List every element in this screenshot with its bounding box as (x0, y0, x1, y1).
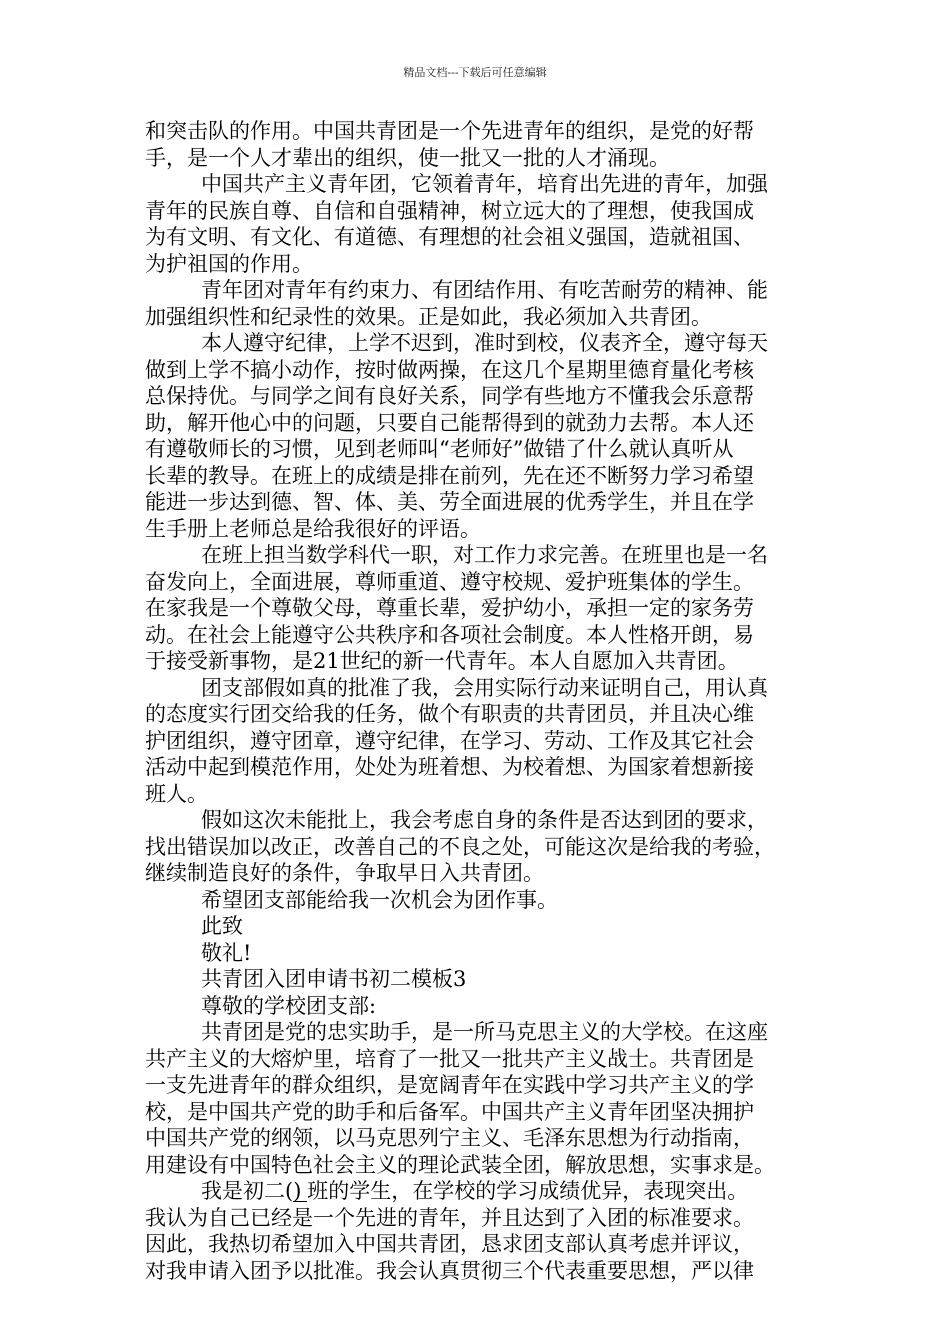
text-line: 因此，我热切希望加入中国共青团，恳求团支部认真考虑并评议， (145, 1232, 754, 1256)
blank-line-before: 我是初二( (201, 1179, 294, 1203)
text-line: 在家我是一个尊敬父母，尊重长辈，爱护幼小，承担一定的家务劳 (145, 596, 754, 620)
text-line: 为护祖国的作用。 (145, 251, 313, 276)
text-line: 共青团入团申请书初二模板3 (201, 967, 467, 991)
text-line: 和突击队的作用。中国共青团是一个先进青年的组织，是党的好帮 (145, 119, 754, 143)
text-line: 奋发向上，全面进展，尊师重道、遵守校规、爱护班集体的学生。 (145, 569, 754, 594)
blank-line-after: 班的学生，在学校的学习成绩优异，表现突出。 (307, 1179, 749, 1203)
text-line: 青年的民族自尊、自信和自强精神，树立远大的了理想，使我国成 (145, 198, 754, 223)
text-line: 用建设有中国特色社会主义的理论武装全团，解放思想，实事求是。 (145, 1152, 775, 1177)
text-line: 青年团对青年有约束力、有团结作用、有吃苦耐劳的精神、能 (201, 278, 768, 302)
text-line: 希望团支部能给我一次机会为团作事。 (201, 887, 558, 912)
text-line: 于接受新事物，是21世纪的新一代青年。本人自愿加入共青团。 (145, 649, 739, 673)
text-line: 动。在社会上能遵守公共秩序和各项社会制度。本人性格开朗，易 (145, 622, 754, 647)
fill-in-blank: ) (293, 1182, 307, 1202)
text-line: 假如这次未能批上，我会考虑自身的条件是否达到团的要求， (201, 808, 768, 832)
text-line: 对我申请入团予以批准。我会认真贯彻三个代表重要思想，严以律 (145, 1258, 754, 1283)
text-line: 尊敬的学校团支部: (201, 993, 377, 1018)
text-line: 班人。 (145, 781, 208, 806)
blank-fill-line (145, 1178, 809, 1205)
text-line: 中国共产主义青年团，它领着青年，培育出先进的青年，加强 (201, 172, 768, 196)
text-line: 有遵敬师长的习惯，见到老师叫“老师好”做错了什么就认真听从 (145, 437, 734, 461)
text-line: 此致 (201, 914, 243, 938)
text-line: 护团组织，遵守团章，遵守纪律，在学习、劳动、工作及其它社会 (145, 728, 754, 753)
text-line: 团支部假如真的批准了我，会用实际行动来证明自己，用认真 (201, 675, 768, 700)
document-body (145, 118, 809, 1284)
text-line: 长辈的教导。在班上的成绩是排在前列，先在还不断努力学习希望 (145, 463, 754, 488)
page-header: 精品文档---下载后可任意编辑 (403, 66, 547, 79)
text-line: 生手册上老师总是给我很好的评语。 (145, 516, 481, 541)
text-line: 继续制造良好的条件，争取早日入共青团。 (145, 861, 544, 885)
text-line: 做到上学不搞小动作，按时做两操，在这几个星期里德育量化考核 (145, 357, 754, 382)
text-line: 加强组织性和纪录性的效果。正是如此，我必须加入共青团。 (145, 304, 712, 329)
paragraph-group-b (145, 1205, 809, 1285)
text-line: 在班上担当数学科代一职，对工作力求完善。在班里也是一名 (201, 543, 768, 567)
text-line: 我认为自己已经是一个先进的青年，并且达到了入团的标准要求。 (145, 1205, 754, 1230)
text-line: 中国共产党的纲领，以马克思列宁主义、毛泽东思想为行动指南， (145, 1126, 754, 1150)
text-line: 活动中起到模范作用，处处为班着想、为校着想、为国家着想新接 (145, 755, 754, 779)
text-line: 的态度实行团交给我的任务，做个有职责的共青团员，并且决心维 (145, 702, 754, 726)
text-line: 校，是中国共产党的助手和后备军。中国共产主义青年团坚决拥护 (145, 1099, 754, 1124)
paragraph-group-a (145, 118, 809, 1178)
text-line: 一支先进青年的群众组织，是宽阔青年在实践中学习共产主义的学 (145, 1073, 754, 1097)
text-line: 手，是一个人才辈出的组织，使一批又一批的人才涌现。 (145, 145, 670, 170)
text-line: 共青团是党的忠实助手，是一所马克思主义的大学校。在这座 (201, 1020, 768, 1044)
text-line: 助，解开他心中的问题，只要自己能帮得到的就劲力去帮。本人还 (145, 410, 754, 435)
text-line: 为有文明、有文化、有道德、有理想的社会祖义强国，造就祖国、 (145, 225, 754, 249)
text-line: 能进一步达到德、智、体、美、劳全面进展的优秀学生，并且在学 (145, 490, 754, 514)
text-line: 总保持优。与同学之间有良好关系，同学有些地方不懂我会乐意帮 (145, 384, 754, 408)
text-line: 共产主义的大熔炉里，培育了一批又一批共产主义战士。共青团是 (145, 1046, 754, 1071)
text-line: 敬礼! (201, 940, 252, 965)
text-line: 找出错误加以改正，改善自己的不良之处，可能这次是给我的考验， (145, 834, 775, 859)
text-line: 本人遵守纪律，上学不迟到，准时到校，仪表齐全，遵守每天 (201, 331, 768, 355)
